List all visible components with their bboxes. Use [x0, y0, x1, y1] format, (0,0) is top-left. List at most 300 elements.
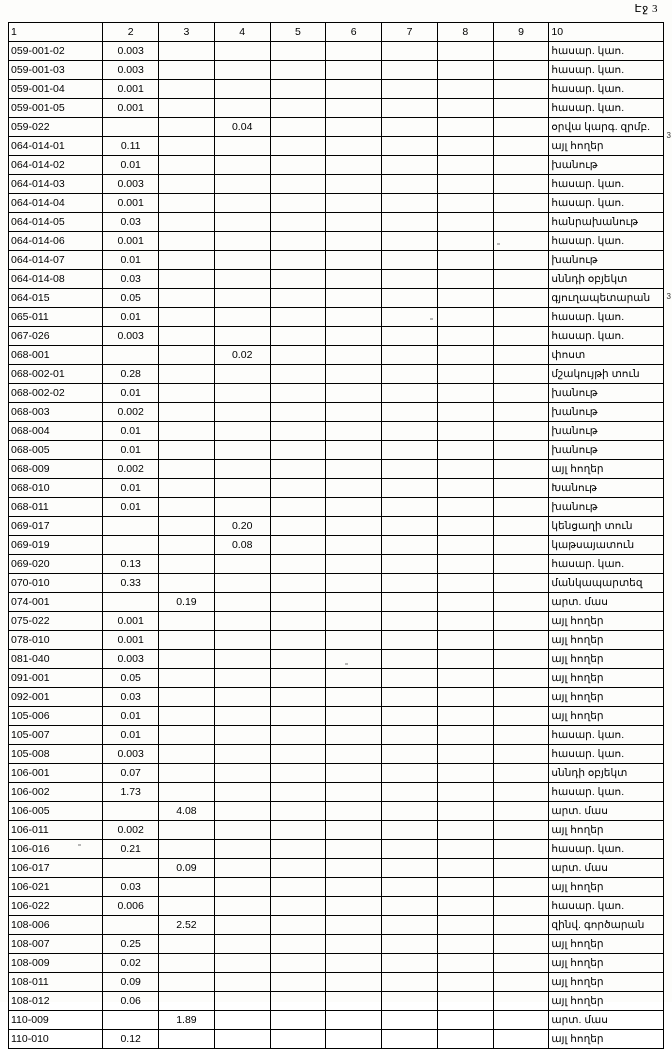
cell-col6 — [326, 251, 382, 270]
cell-description: զինվ. գործարան — [549, 916, 664, 935]
cell-description: հասար. կաո. — [549, 897, 664, 916]
cell-code: 108-007 — [9, 935, 103, 954]
cell-col3 — [159, 384, 215, 403]
cell-col3 — [159, 650, 215, 669]
cell-description: այլ հողեր — [549, 137, 664, 156]
cell-description: հասար. կաո. — [549, 175, 664, 194]
cell-col6 — [326, 118, 382, 137]
cell-col9 — [493, 669, 549, 688]
table-row — [9, 99, 664, 118]
cell-col2: 0.001 — [103, 80, 159, 99]
cell-description: խանութ — [549, 156, 664, 175]
cell-col6 — [326, 764, 382, 783]
cell-description: հասար. կաո. — [549, 555, 664, 574]
cell-description: խանութ — [549, 422, 664, 441]
cell-col9 — [493, 802, 549, 821]
cell-col6 — [326, 175, 382, 194]
cell-col5 — [270, 764, 326, 783]
cell-col8 — [437, 232, 493, 251]
cell-col5 — [270, 650, 326, 669]
cell-col7 — [382, 631, 438, 650]
table-row — [9, 536, 664, 555]
land-registry-table — [8, 22, 664, 1049]
cell-col9 — [493, 935, 549, 954]
cell-col8 — [437, 441, 493, 460]
cell-col2: 0.12 — [103, 1030, 159, 1049]
cell-col2: 0.001 — [103, 99, 159, 118]
cell-col2: 0.001 — [103, 232, 159, 251]
cell-col6 — [326, 878, 382, 897]
cell-col4: 0.20 — [214, 517, 270, 536]
cell-col9 — [493, 916, 549, 935]
cell-col3 — [159, 118, 215, 137]
cell-col8 — [437, 897, 493, 916]
cell-col5 — [270, 498, 326, 517]
cell-col6 — [326, 80, 382, 99]
cell-col9 — [493, 536, 549, 555]
cell-col7 — [382, 460, 438, 479]
cell-code: 106-002 — [9, 783, 103, 802]
cell-code: 059-022 — [9, 118, 103, 137]
cell-col3 — [159, 175, 215, 194]
cell-col7 — [382, 764, 438, 783]
cell-col9 — [493, 612, 549, 631]
cell-description: այլ հողեր — [549, 935, 664, 954]
cell-col4 — [214, 859, 270, 878]
cell-col3 — [159, 574, 215, 593]
cell-col7 — [382, 707, 438, 726]
cell-col6 — [326, 650, 382, 669]
cell-col4 — [214, 194, 270, 213]
cell-col9 — [493, 973, 549, 992]
cell-col4 — [214, 156, 270, 175]
cell-col4 — [214, 175, 270, 194]
cell-code: 106-011 — [9, 821, 103, 840]
cell-description: խանութ — [549, 441, 664, 460]
cell-col3 — [159, 612, 215, 631]
cell-col3 — [159, 441, 215, 460]
cell-col9 — [493, 821, 549, 840]
cell-col6 — [326, 1011, 382, 1030]
cell-col7 — [382, 935, 438, 954]
table-row — [9, 650, 664, 669]
cell-col3: 0.19 — [159, 593, 215, 612]
cell-col6 — [326, 992, 382, 1011]
cell-col7 — [382, 175, 438, 194]
cell-col7 — [382, 61, 438, 80]
cell-col4 — [214, 954, 270, 973]
cell-col7 — [382, 745, 438, 764]
cell-code: 064-014-05 — [9, 213, 103, 232]
cell-col6 — [326, 897, 382, 916]
cell-code: 106-022 — [9, 897, 103, 916]
cell-col4 — [214, 270, 270, 289]
cell-col3 — [159, 346, 215, 365]
cell-col8 — [437, 251, 493, 270]
cell-description: այլ հողեր — [549, 688, 664, 707]
cell-col6 — [326, 916, 382, 935]
cell-col6 — [326, 460, 382, 479]
cell-description: հասար. կաո. — [549, 308, 664, 327]
cell-col3 — [159, 194, 215, 213]
cell-col4 — [214, 99, 270, 118]
cell-description: Խանութ — [549, 479, 664, 498]
cell-col9 — [493, 517, 549, 536]
cell-col4 — [214, 365, 270, 384]
cell-col3 — [159, 783, 215, 802]
cell-code: 108-011 — [9, 973, 103, 992]
cell-col2: 0.003 — [103, 175, 159, 194]
cell-col8 — [437, 517, 493, 536]
cell-col9 — [493, 688, 549, 707]
cell-col8 — [437, 384, 493, 403]
cell-col3 — [159, 422, 215, 441]
cell-col9 — [493, 346, 549, 365]
cell-col3 — [159, 308, 215, 327]
column-header-5: 5 — [270, 23, 326, 42]
column-header-6: 6 — [326, 23, 382, 42]
cell-code: 108-012 — [9, 992, 103, 1011]
cell-col6 — [326, 802, 382, 821]
cell-code: 070-010 — [9, 574, 103, 593]
cell-col4 — [214, 251, 270, 270]
cell-col6 — [326, 137, 382, 156]
cell-code: 059-001-05 — [9, 99, 103, 118]
table-row — [9, 764, 664, 783]
cell-description: հանրախանութ — [549, 213, 664, 232]
cell-col9 — [493, 80, 549, 99]
cell-description: խանութ — [549, 251, 664, 270]
cell-col8 — [437, 175, 493, 194]
cell-col4: 0.02 — [214, 346, 270, 365]
cell-code: 106-001 — [9, 764, 103, 783]
cell-col6 — [326, 346, 382, 365]
cell-col6 — [326, 612, 382, 631]
cell-col6 — [326, 726, 382, 745]
cell-col4 — [214, 1030, 270, 1049]
cell-col4 — [214, 289, 270, 308]
cell-col4 — [214, 916, 270, 935]
cell-code: 068-004 — [9, 422, 103, 441]
cell-code: 059-001-03 — [9, 61, 103, 80]
cell-col8 — [437, 707, 493, 726]
cell-col9 — [493, 251, 549, 270]
cell-col8 — [437, 840, 493, 859]
cell-col4 — [214, 555, 270, 574]
cell-col9 — [493, 859, 549, 878]
cell-col3 — [159, 213, 215, 232]
cell-col5 — [270, 916, 326, 935]
cell-col6 — [326, 783, 382, 802]
table-row — [9, 232, 664, 251]
cell-description: հասար. կաո. — [549, 783, 664, 802]
cell-description: հասար. կաո. — [549, 840, 664, 859]
table-row — [9, 631, 664, 650]
cell-col3 — [159, 137, 215, 156]
cell-description: արտ. մաս — [549, 593, 664, 612]
cell-col9 — [493, 650, 549, 669]
cell-col5 — [270, 536, 326, 555]
cell-col8 — [437, 954, 493, 973]
cell-col7 — [382, 650, 438, 669]
cell-col4: 0.08 — [214, 536, 270, 555]
cell-code: 068-010 — [9, 479, 103, 498]
cell-col3 — [159, 365, 215, 384]
cell-code: 074-001 — [9, 593, 103, 612]
cell-col7 — [382, 916, 438, 935]
cell-description: խանութ — [549, 498, 664, 517]
cell-col2: 0.01 — [103, 726, 159, 745]
cell-col8 — [437, 992, 493, 1011]
cell-code: 106-016 — [9, 840, 103, 859]
cell-col4 — [214, 42, 270, 61]
cell-code: 068-002-01 — [9, 365, 103, 384]
cell-col7 — [382, 232, 438, 251]
cell-col3: 4.08 — [159, 802, 215, 821]
cell-col6 — [326, 194, 382, 213]
cell-col2 — [103, 916, 159, 935]
cell-col2 — [103, 1011, 159, 1030]
cell-col7 — [382, 137, 438, 156]
table-row — [9, 593, 664, 612]
cell-col6 — [326, 270, 382, 289]
table-row — [9, 441, 664, 460]
cell-code: 068-009 — [9, 460, 103, 479]
cell-col5 — [270, 593, 326, 612]
cell-col6 — [326, 479, 382, 498]
cell-col8 — [437, 783, 493, 802]
cell-col6 — [326, 821, 382, 840]
cell-col2: 0.05 — [103, 669, 159, 688]
cell-description: այլ հողեր — [549, 878, 664, 897]
cell-col9 — [493, 764, 549, 783]
table-row — [9, 42, 664, 61]
cell-col3 — [159, 99, 215, 118]
cell-description: կաթսայատուն — [549, 536, 664, 555]
cell-description: հասար. կաո. — [549, 232, 664, 251]
cell-col3: 0.09 — [159, 859, 215, 878]
cell-col8 — [437, 878, 493, 897]
cell-description: հասար. կաո. — [549, 42, 664, 61]
cell-col5 — [270, 289, 326, 308]
cell-col5 — [270, 745, 326, 764]
cell-col9 — [493, 118, 549, 137]
cell-code: 067-026 — [9, 327, 103, 346]
cell-col9 — [493, 460, 549, 479]
cell-col6 — [326, 384, 382, 403]
cell-col7 — [382, 327, 438, 346]
cell-col5 — [270, 137, 326, 156]
cell-col7 — [382, 574, 438, 593]
cell-col4 — [214, 384, 270, 403]
cell-description: այլ հողեր — [549, 821, 664, 840]
cell-col9 — [493, 631, 549, 650]
column-header-1: 1 — [9, 23, 103, 42]
cell-col7 — [382, 802, 438, 821]
table-row — [9, 137, 664, 156]
cell-col6 — [326, 574, 382, 593]
table-row — [9, 289, 664, 308]
cell-code: 081-040 — [9, 650, 103, 669]
cell-col8 — [437, 821, 493, 840]
cell-description: հասար. կաո. — [549, 726, 664, 745]
cell-description: գյուղապետարան — [549, 289, 664, 308]
cell-col3 — [159, 897, 215, 916]
table-row — [9, 460, 664, 479]
table-row — [9, 669, 664, 688]
cell-col2: 0.03 — [103, 878, 159, 897]
cell-col9 — [493, 593, 549, 612]
cell-col2: 0.001 — [103, 612, 159, 631]
cell-col8 — [437, 61, 493, 80]
cell-col7 — [382, 669, 438, 688]
cell-col4: 0.04 — [214, 118, 270, 137]
cell-description: օրվա կարգ. զրմբ. — [549, 118, 664, 137]
cell-code: 075-022 — [9, 612, 103, 631]
cell-col5 — [270, 99, 326, 118]
cell-col2: 0.07 — [103, 764, 159, 783]
cell-code: 059-001-04 — [9, 80, 103, 99]
cell-col6 — [326, 631, 382, 650]
cell-description: սննդի օբյեկտ — [549, 764, 664, 783]
table-row — [9, 745, 664, 764]
cell-col4 — [214, 213, 270, 232]
cell-col9 — [493, 1030, 549, 1049]
cell-col2: 0.001 — [103, 194, 159, 213]
cell-col7 — [382, 593, 438, 612]
cell-description: հասար. կաո. — [549, 99, 664, 118]
cell-col4 — [214, 498, 270, 517]
cell-col3 — [159, 80, 215, 99]
cell-col2: 1.73 — [103, 783, 159, 802]
cell-code: 105-008 — [9, 745, 103, 764]
cell-col8 — [437, 156, 493, 175]
cell-col8 — [437, 213, 493, 232]
cell-col5 — [270, 118, 326, 137]
cell-col4 — [214, 973, 270, 992]
cell-col3: 2.52 — [159, 916, 215, 935]
cell-col2: 0.003 — [103, 327, 159, 346]
cell-col6 — [326, 593, 382, 612]
cell-col3 — [159, 935, 215, 954]
cell-col8 — [437, 403, 493, 422]
cell-col2: 0.006 — [103, 897, 159, 916]
cell-col3 — [159, 954, 215, 973]
cell-description: խանութ — [549, 384, 664, 403]
cell-code: 064-014-08 — [9, 270, 103, 289]
cell-col7 — [382, 878, 438, 897]
cell-col3 — [159, 498, 215, 517]
cell-description: հասար. կաո. — [549, 194, 664, 213]
cell-col9 — [493, 289, 549, 308]
cell-col8 — [437, 1011, 493, 1030]
cell-description: խանութ — [549, 403, 664, 422]
cell-col8 — [437, 118, 493, 137]
cell-col8 — [437, 650, 493, 669]
cell-col8 — [437, 916, 493, 935]
cell-col2 — [103, 517, 159, 536]
cell-code: 110-009 — [9, 1011, 103, 1030]
cell-col5 — [270, 935, 326, 954]
cell-col5 — [270, 574, 326, 593]
cell-col6 — [326, 99, 382, 118]
cell-col7 — [382, 897, 438, 916]
cell-col8 — [437, 498, 493, 517]
cell-col2 — [103, 346, 159, 365]
cell-col2: 0.03 — [103, 213, 159, 232]
cell-col7 — [382, 384, 438, 403]
cell-col9 — [493, 194, 549, 213]
cell-col3 — [159, 61, 215, 80]
cell-col9 — [493, 479, 549, 498]
cell-col8 — [437, 308, 493, 327]
cell-col2: 0.01 — [103, 479, 159, 498]
cell-col2 — [103, 593, 159, 612]
cell-col7 — [382, 289, 438, 308]
cell-code: 068-002-02 — [9, 384, 103, 403]
cell-col5 — [270, 688, 326, 707]
cell-col7 — [382, 422, 438, 441]
cell-col8 — [437, 137, 493, 156]
cell-col7 — [382, 783, 438, 802]
cell-code: 059-001-02 — [9, 42, 103, 61]
cell-col4 — [214, 897, 270, 916]
cell-description: սննդի օբյեկտ — [549, 270, 664, 289]
cell-col7 — [382, 194, 438, 213]
cell-description: արտ. մաս — [549, 1011, 664, 1030]
cell-code: 068-001 — [9, 346, 103, 365]
cell-description: մանկապարտեզ — [549, 574, 664, 593]
cell-description: այլ հողեր — [549, 992, 664, 1011]
cell-col2: 0.09 — [103, 973, 159, 992]
cell-col5 — [270, 270, 326, 289]
table-row — [9, 688, 664, 707]
cell-col9 — [493, 422, 549, 441]
cell-col8 — [437, 99, 493, 118]
cell-col6 — [326, 289, 382, 308]
cell-code: 108-006 — [9, 916, 103, 935]
cell-col7 — [382, 954, 438, 973]
cell-col3 — [159, 270, 215, 289]
cell-col7 — [382, 555, 438, 574]
cell-col3 — [159, 992, 215, 1011]
cell-col2: 0.01 — [103, 707, 159, 726]
column-header-9: 9 — [493, 23, 549, 42]
table-row — [9, 935, 664, 954]
cell-col8 — [437, 764, 493, 783]
cell-col9 — [493, 137, 549, 156]
cell-col4 — [214, 764, 270, 783]
table-row — [9, 954, 664, 973]
cell-col5 — [270, 555, 326, 574]
cell-col5 — [270, 422, 326, 441]
cell-col4 — [214, 422, 270, 441]
cell-col8 — [437, 612, 493, 631]
table-row — [9, 897, 664, 916]
cell-col2: 0.002 — [103, 821, 159, 840]
cell-col2: 0.003 — [103, 650, 159, 669]
cell-description: այլ հողեր — [549, 973, 664, 992]
cell-col5 — [270, 308, 326, 327]
cell-col5 — [270, 479, 326, 498]
cell-col8 — [437, 574, 493, 593]
cell-code: 106-005 — [9, 802, 103, 821]
cell-col5 — [270, 346, 326, 365]
cell-col8 — [437, 593, 493, 612]
table-row — [9, 270, 664, 289]
cell-col9 — [493, 156, 549, 175]
table-header-row — [9, 23, 664, 42]
